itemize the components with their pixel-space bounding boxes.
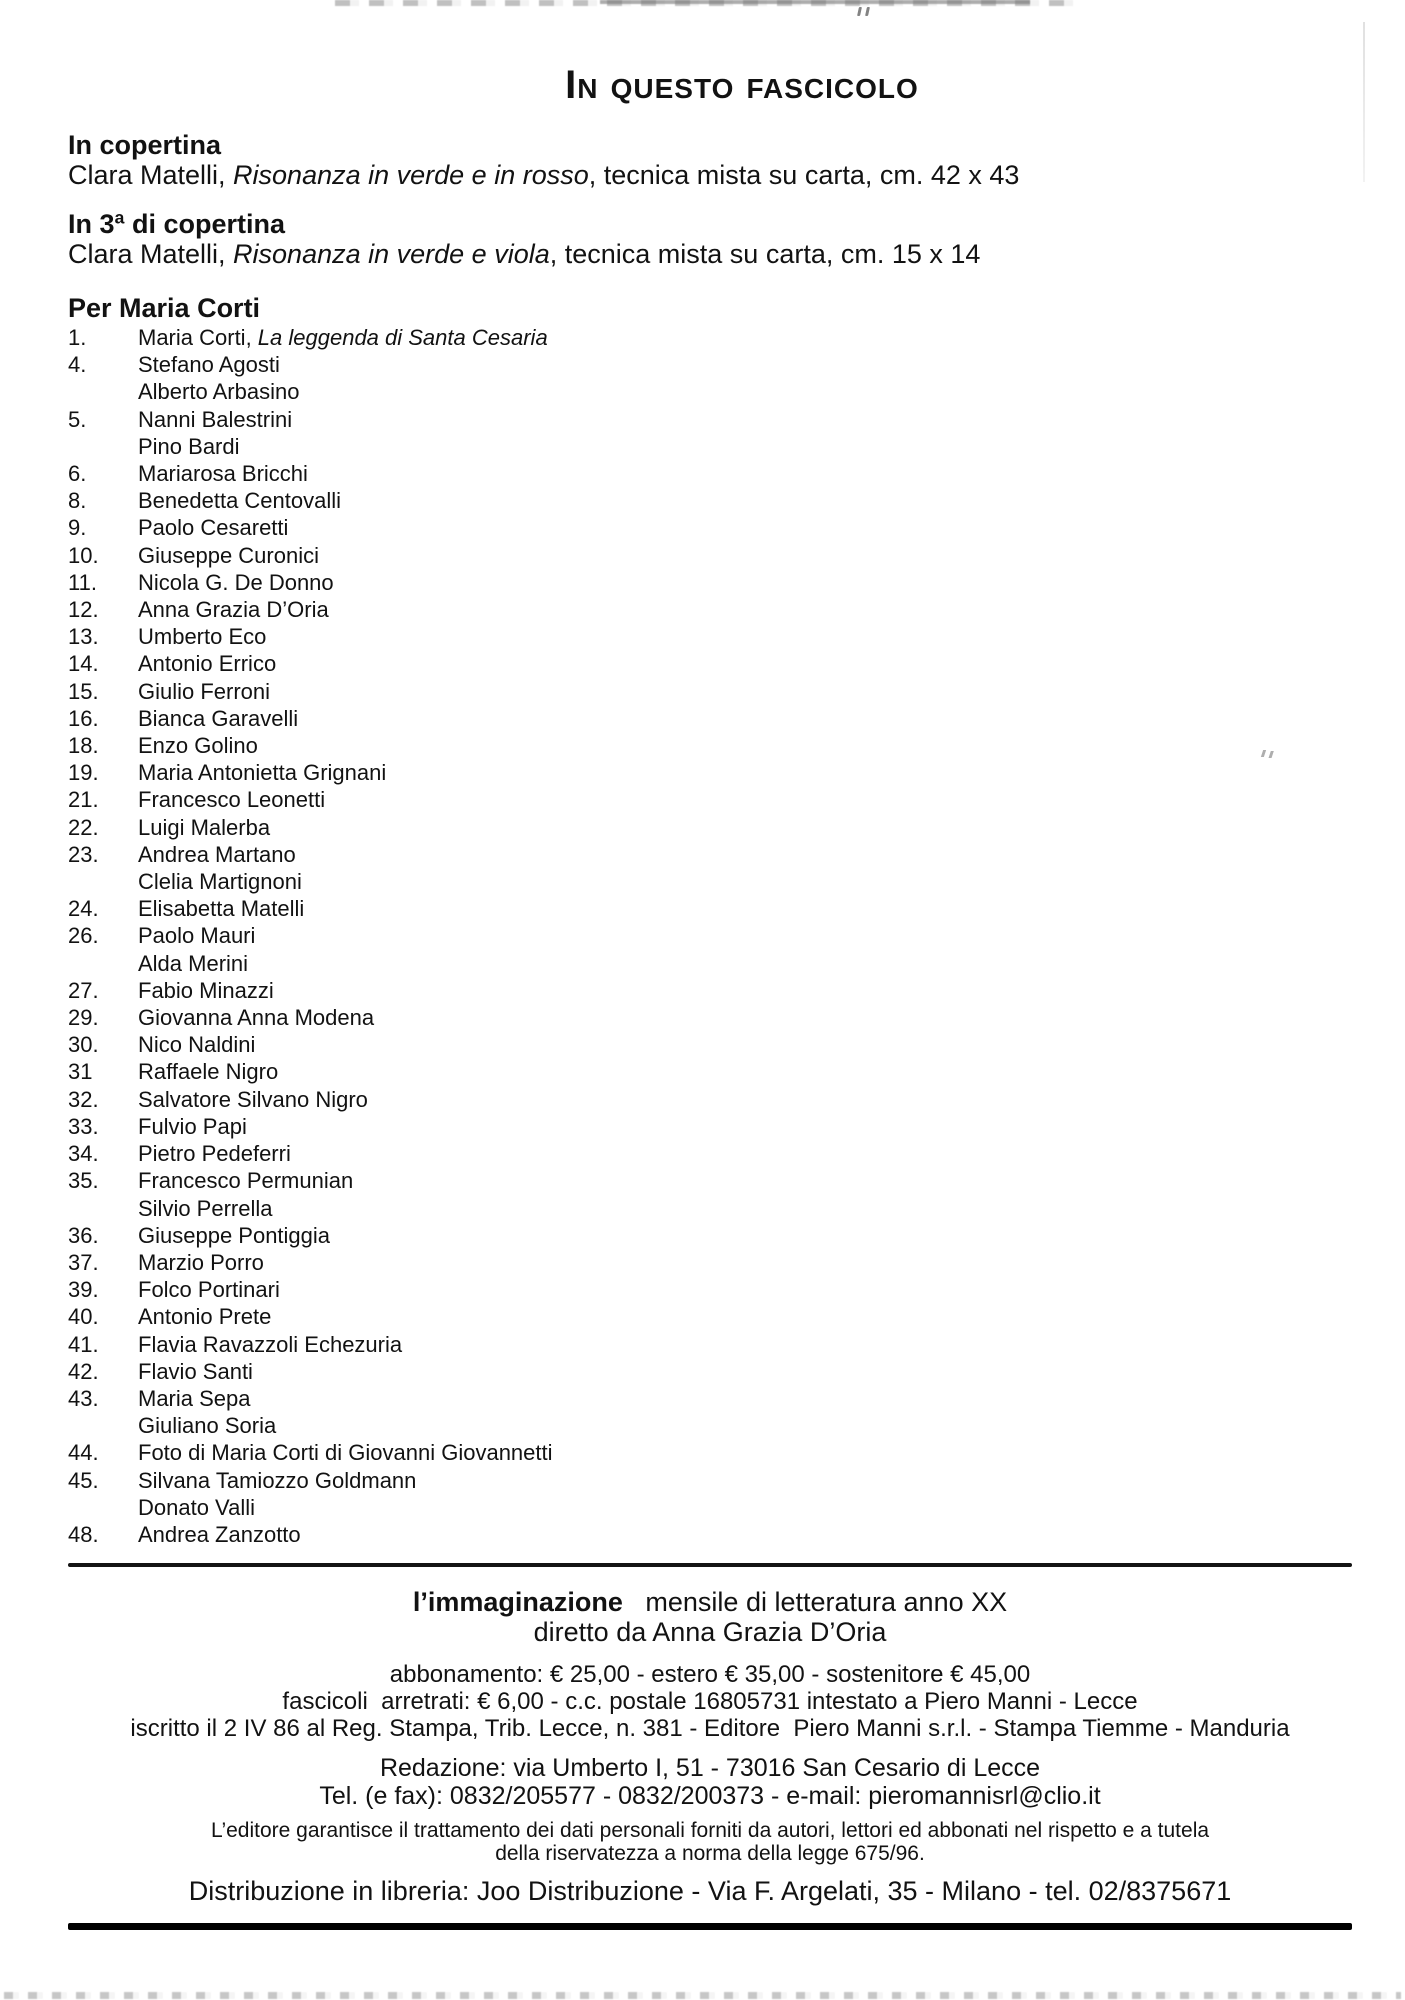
item-author-name: Salvatore Silvano Nigro [138,1086,368,1112]
list-item [68,786,1352,813]
item-author-name: Giovanna Anna Modena [138,1005,375,1031]
item-author [138,841,296,868]
item-author-name: Andrea Zanzotto [138,1521,301,1547]
item-author-name: Foto di Maria Corti di Giovanni Giovannetti [138,1440,553,1466]
item-page-number: 21. [68,787,99,813]
item-page-number: 36. [68,1222,99,1248]
item-author-name: Umberto Eco [138,624,267,650]
item-author-name: Anna Grazia D’Oria [138,597,329,623]
item-page-number: 44. [68,1440,99,1466]
item-page-number: 12. [68,597,99,623]
list-item [68,678,1352,705]
redaction-line: Tel. (e fax): 0832/205577 - 0832/200373 - e-mail: pieromannisrl@clio.it [319,1782,1101,1811]
list-item [68,759,1352,786]
item-author [138,786,325,813]
cover-credit [68,160,1352,190]
list-item [68,1113,1352,1140]
item-author [138,1358,253,1385]
scan-speckle-bottom [4,1992,1401,1999]
list-item [68,1195,1352,1222]
item-work-title: La leggenda di Santa Cesaria [257,325,548,350]
list-item [68,841,1352,868]
item-author [138,1412,276,1439]
list-item [68,814,1352,841]
item-author [138,1058,278,1085]
item-author [138,814,270,841]
list-item [68,569,1352,596]
item-author [138,596,329,623]
item-author [138,1140,291,1167]
item-page-number [68,1412,138,1439]
item-author [138,1303,271,1330]
list-item [68,950,1352,977]
item-author [138,705,298,732]
list-item [68,1331,1352,1358]
item-author [138,1004,374,1031]
item-page-number: 8. [68,488,87,514]
item-author-name: Nicola G. De Donno [138,569,334,595]
item-author [138,650,276,677]
list-item [68,895,1352,922]
subscription-block [68,1661,1352,1742]
bottom-rule [68,1923,1352,1930]
item-author-name: Clelia Martignoni [138,869,302,895]
cover-heading: In 3ª di copertina [68,209,286,239]
item-author-name: Flavia Ravazzoli Echezuria [138,1331,403,1357]
item-author [138,351,280,378]
item-page-number: 37. [68,1249,99,1275]
item-page-number: 35. [68,1168,99,1194]
page-content [68,0,1352,1930]
list-item [68,460,1352,487]
item-page-number [68,1195,138,1222]
item-page-number: 42. [68,1358,99,1384]
item-page-number: 11. [68,569,97,595]
item-author-name: Maria Sepa [138,1385,251,1411]
item-author-name: Silvio Perrella [138,1195,273,1221]
list-item [68,1439,1352,1466]
item-author [138,1276,280,1303]
item-author-name: Giuseppe Pontiggia [138,1222,331,1248]
subscription-line: abbonamento: € 25,00 - estero € 35,00 - sostenitore € 45,00 [389,1661,1031,1689]
cover-heading: In copertina [68,130,222,160]
item-page-number: 9. [68,515,87,541]
item-page-number: 24. [68,896,99,922]
item-author [138,406,292,433]
cover-credit-post: , tecnica mista su carta, cm. 15 x 14 [549,239,981,269]
masthead-line [68,1587,1352,1617]
item-author [138,1467,416,1494]
list-item [68,487,1352,514]
item-author [138,922,255,949]
item-author [138,759,386,786]
item-page-number: 5. [68,406,87,432]
item-author-name: Maria Antonietta Grignani [138,760,387,786]
list-item [68,1412,1352,1439]
list-item [68,1058,1352,1085]
item-author [138,1031,255,1058]
list-item [68,542,1352,569]
item-page-number: 23. [68,841,99,867]
list-item [68,1467,1352,1494]
list-item [68,732,1352,759]
item-page-number: 34. [68,1141,99,1167]
list-item [68,1521,1352,1548]
item-author-name: Giuseppe Curonici [138,542,319,568]
item-author-name: Silvana Tamiozzo Goldmann [138,1467,417,1493]
item-author [138,732,258,759]
list-item [68,1086,1352,1113]
item-page-number: 26. [68,923,99,949]
list-item [68,705,1352,732]
third-cover-note [68,209,1352,269]
item-author-name: Alda Merini [138,950,249,976]
list-item [68,1031,1352,1058]
item-page-number: 27. [68,977,99,1003]
item-author-name: Mariarosa Bricchi [138,461,308,487]
item-author [138,1385,251,1412]
list-item [68,977,1352,1004]
divider-rule [68,1563,1352,1567]
item-author [138,1086,368,1113]
item-author [138,433,240,460]
cover-credit-pre: Clara Matelli, [68,160,234,190]
item-author-name: Pietro Pedeferri [138,1141,291,1167]
list-item [68,1276,1352,1303]
item-author [138,1331,402,1358]
subscription-line: iscritto il 2 IV 86 al Reg. Stampa, Trib. Lecce, n. 381 - Editore Piero Manni s.r.l. - Stampa Tiemme - Manduria [130,1715,1290,1743]
magazine-name: l’immaginazione [412,1587,623,1618]
item-page-number [68,378,138,405]
item-author-name: Luigi Malerba [138,814,271,840]
list-item [68,1222,1352,1249]
item-page-number: 30. [68,1032,99,1058]
list-item [68,1004,1352,1031]
item-author [138,1195,273,1222]
item-author-name: Benedetta Centovalli [138,488,342,514]
list-item [68,596,1352,623]
list-item [68,1249,1352,1276]
item-page-number: 33. [68,1113,99,1139]
item-author-name: Stefano Agosti [138,352,280,378]
cover-note [68,130,1352,190]
item-page-number: 15. [68,678,99,704]
list-item [68,406,1352,433]
director-line: diretto da Anna Grazia D’Oria [533,1617,887,1648]
page-title: In questo fascicolo [565,63,919,107]
item-page-number: 43. [68,1385,99,1411]
item-author [138,678,270,705]
item-author-name: Antonio Prete [138,1304,272,1330]
artwork-title: Risonanza in verde e viola [233,239,550,269]
item-author [138,868,302,895]
item-author-name: Antonio Errico [138,651,277,677]
list-item [68,1167,1352,1194]
item-page-number: 32. [68,1086,99,1112]
redaction-block [68,1754,1352,1810]
item-author-name: Raffaele Nigro [138,1059,279,1085]
privacy-line: della riservatezza a norma della legge 675/96. [495,1842,925,1866]
item-page-number [68,1494,138,1521]
colophon [68,1587,1352,1906]
item-author-name: Paolo Mauri [138,923,256,949]
item-page-number: 10. [68,542,99,568]
table-of-contents [68,293,1352,1548]
list-item [68,514,1352,541]
item-author [138,895,304,922]
item-author [138,1521,301,1548]
contents-list [68,324,1352,1548]
masthead-subtitle: mensile di letteratura anno XX [622,1587,1008,1618]
redaction-line: Redazione: via Umberto I, 51 - 73016 San Cesario di Lecce [379,1754,1041,1783]
item-page-number: 4. [68,352,87,378]
item-page-number: 22. [68,814,99,840]
contents-heading: Per Maria Corti [68,293,261,323]
list-item [68,378,1352,405]
item-author [138,1439,553,1466]
list-item [68,1494,1352,1521]
item-author [138,1249,264,1276]
distribution-line: Distribuzione in libreria: Joo Distribuzione - Via F. Argelati, 35 - Milano - tel. 02/8375671 [188,1876,1232,1907]
item-author-name: Flavio Santi [138,1358,253,1384]
item-author [138,950,248,977]
item-author-name: Andrea Martano [138,841,296,867]
cover-credit-pre: Clara Matelli, [68,239,234,269]
item-author-name: Maria Corti, [138,325,258,350]
list-item [68,1358,1352,1385]
item-author-name: Pino Bardi [138,433,240,459]
item-author-name: Francesco Permunian [138,1168,354,1194]
list-item [68,351,1352,378]
list-item [68,1303,1352,1330]
item-author [138,378,299,405]
item-author-name: Fabio Minazzi [138,977,274,1003]
item-author [138,487,341,514]
item-page-number: 19. [68,760,99,786]
item-author [138,514,288,541]
item-author-name: Donato Valli [138,1494,255,1520]
item-page-number: 16. [68,705,99,731]
cover-credit-post: , tecnica mista su carta, cm. 42 x 43 [588,160,1020,190]
privacy-block [68,1819,1352,1865]
item-page-number: 18. [68,733,99,759]
item-author-name: Nanni Balestrini [138,406,293,432]
item-author-name: Giulio Ferroni [138,678,271,704]
list-item [68,1140,1352,1167]
item-author-name: Enzo Golino [138,733,258,759]
list-item [68,868,1352,895]
item-author [138,569,334,596]
item-author [138,460,308,487]
item-page-number: 31 [68,1059,93,1085]
list-item [68,1385,1352,1412]
subscription-line: fascicoli arretrati: € 6,00 - c.c. postale 16805731 intestato a Piero Manni - Lecce [282,1688,1138,1716]
list-item [68,650,1352,677]
item-page-number: 6. [68,461,87,487]
item-page-number [68,950,138,977]
list-item [68,623,1352,650]
item-page-number: 14. [68,651,99,677]
item-author [138,1494,255,1521]
item-author-name: Folco Portinari [138,1277,280,1303]
item-author-name: Paolo Cesaretti [138,515,289,541]
item-page-number: 40. [68,1304,99,1330]
item-author [138,623,266,650]
item-page-number: 29. [68,1005,99,1031]
item-author-name: Fulvio Papi [138,1113,247,1139]
item-page-number: 48. [68,1521,99,1547]
item-author [138,1167,353,1194]
item-author-name: Giuliano Soria [138,1413,277,1439]
item-author-name: Francesco Leonetti [138,787,326,813]
item-author-name: Alberto Arbasino [138,379,300,405]
item-page-number [68,433,138,460]
item-page-number: 41. [68,1331,99,1357]
privacy-line: L’editore garantisce il trattamento dei dati personali forniti da autori, lettori ed abbonati nel rispetto e a tutela [210,1819,1210,1843]
item-page-number: 45. [68,1467,99,1493]
item-page-number: 13. [68,624,99,650]
list-item [68,433,1352,460]
item-page-number: 1. [68,325,87,350]
item-author-name: Elisabetta Matelli [138,896,305,922]
artwork-title: Risonanza in verde e in rosso [233,160,589,190]
distribution-block [68,1876,1352,1906]
list-item [68,324,1352,351]
item-author [138,977,274,1004]
item-author [138,1222,330,1249]
item-page-number: 39. [68,1277,99,1303]
item-author-name: Nico Naldini [138,1032,256,1058]
item-author [138,542,319,569]
item-author-name: Marzio Porro [138,1249,264,1275]
masthead-block [68,1587,1352,1647]
item-author [138,324,548,351]
item-author-name: Bianca Garavelli [138,705,299,731]
list-item [68,922,1352,949]
item-author [138,1113,247,1140]
cover-credit [68,239,1352,269]
item-page-number [68,868,138,895]
